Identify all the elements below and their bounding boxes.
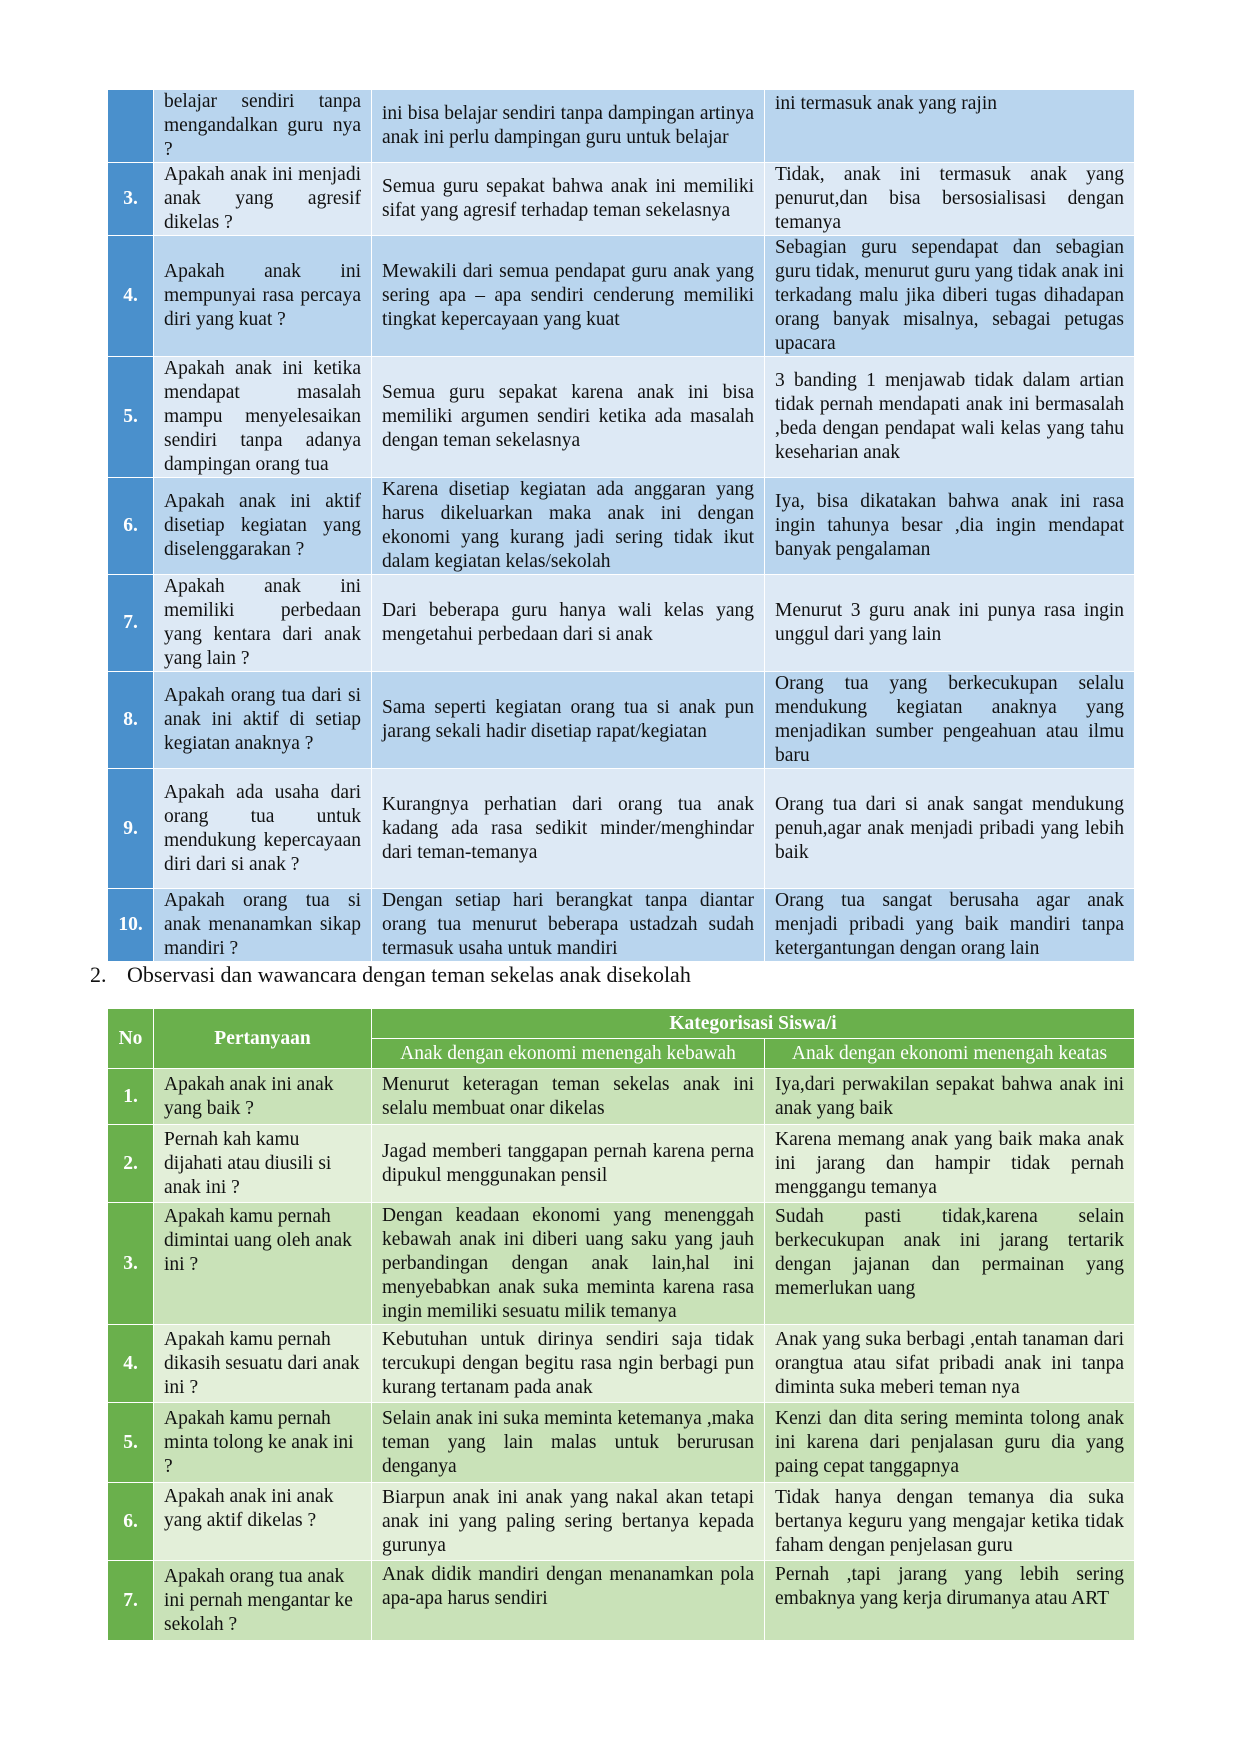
row-number: 10. — [108, 889, 154, 962]
table-row — [108, 769, 1135, 889]
row-number: 5. — [108, 357, 154, 478]
answer-high-cell: 3 banding 1 menjawab tidak dalam artian tidak pernah mendapati anak ini bermasalah ,beda dengan pendapat wali kelas yang tahu keseharian anak — [765, 357, 1135, 478]
question-cell: Pernah kah kamu dijahati atau diusili si anak ini ? — [154, 1125, 372, 1203]
answer-low-cell: Dengan keadaan ekonomi yang menenggah kebawah anak ini diberi uang saku yang jauh perbandingan dengan anak lain,hal ini menyebabkan anak suka meminta karena rasa ingin memiliki sesuatu milik temanya — [372, 1203, 765, 1325]
question-cell: belajar sendiri tanpa mengandalkan guru nya ? — [154, 90, 372, 163]
question-cell: Apakah anak ini mempunyai rasa percaya diri yang kuat ? — [154, 236, 372, 357]
section-heading — [90, 962, 691, 988]
question-cell: Apakah anak ini memiliki perbedaan yang kentara dari anak yang lain ? — [154, 575, 372, 672]
table-row — [108, 1203, 1135, 1325]
answer-high-cell: ini termasuk anak yang rajin — [765, 90, 1135, 163]
table-row — [108, 672, 1135, 769]
question-cell: Apakah kamu pernah dikasih sesuatu dari anak ini ? — [154, 1325, 372, 1403]
row-number: 9. — [108, 769, 154, 889]
header-question: Pertanyaan — [154, 1009, 372, 1069]
question-cell: Apakah anak ini aktif disetiap kegiatan yang diselenggarakan ? — [154, 478, 372, 575]
section-title: Observasi dan wawancara dengan teman sekelas anak disekolah — [127, 962, 691, 987]
answer-high-cell: Iya,dari perwakilan sepakat bahwa anak ini anak yang baik — [765, 1069, 1135, 1125]
row-number: 7. — [108, 575, 154, 672]
answer-low-cell: Dari beberapa guru hanya wali kelas yang mengetahui perbedaan dari si anak — [372, 575, 765, 672]
answer-high-cell: Iya, bisa dikatakan bahwa anak ini rasa ingin tahunya besar ,dia ingin mendapat banyak pengalaman — [765, 478, 1135, 575]
question-cell: Apakah orang tua dari si anak ini aktif di setiap kegiatan anaknya ? — [154, 672, 372, 769]
section-number: 2. — [90, 962, 107, 987]
table-row — [108, 889, 1135, 962]
question-cell: Apakah orang tua anak ini pernah mengantar ke sekolah ? — [154, 1561, 372, 1641]
row-number: 7. — [108, 1561, 154, 1641]
row-number: 2. — [108, 1125, 154, 1203]
answer-low-cell: Selain anak ini suka meminta ketemanya ,maka teman yang lain malas untuk berurusan denganya — [372, 1403, 765, 1483]
question-cell: Apakah anak ini menjadi anak yang agresif dikelas ? — [154, 163, 372, 236]
row-number: 1. — [108, 1069, 154, 1125]
header-low-economy: Anak dengan ekonomi menengah kebawah — [372, 1039, 765, 1069]
answer-low-cell: Semua guru sepakat bahwa anak ini memiliki sifat yang agresif terhadap teman sekelasnya — [372, 163, 765, 236]
table-row — [108, 1325, 1135, 1403]
answer-high-cell: Orang tua dari si anak sangat mendukung penuh,agar anak menjadi pribadi yang lebih baik — [765, 769, 1135, 889]
row-number: 3. — [108, 163, 154, 236]
header-category: Kategorisasi Siswa/i — [372, 1009, 1135, 1039]
row-number: 6. — [108, 1483, 154, 1561]
answer-low-cell: Anak didik mandiri dengan menanamkan pola apa-apa harus sendiri — [372, 1561, 765, 1641]
table-row — [108, 575, 1135, 672]
question-cell: Apakah ada usaha dari orang tua untuk mendukung kepercayaan diri dari si anak ? — [154, 769, 372, 889]
answer-low-cell: Karena disetiap kegiatan ada anggaran yang harus dikeluarkan maka anak ini dengan ekonomi yang kurang jadi sering tidak ikut dalam kegiatan kelas/sekolah — [372, 478, 765, 575]
answer-high-cell: Orang tua sangat berusaha agar anak menjadi pribadi yang baik mandiri tanpa ketergantungan dengan orang lain — [765, 889, 1135, 962]
question-cell: Apakah kamu pernah minta tolong ke anak ini ? — [154, 1403, 372, 1483]
answer-low-cell: Mewakili dari semua pendapat guru anak yang sering apa – apa sendiri cenderung memiliki tingkat kepercayaan yang kuat — [372, 236, 765, 357]
answer-high-cell: Karena memang anak yang baik maka anak ini jarang dan hampir tidak pernah menggangu temanya — [765, 1125, 1135, 1203]
answer-high-cell: Anak yang suka berbagi ,entah tanaman dari orangtua atau sifat pribadi anak ini tanpa diminta suka meberi teman nya — [765, 1325, 1135, 1403]
row-number: 8. — [108, 672, 154, 769]
table-row — [108, 1483, 1135, 1561]
answer-low-cell: Semua guru sepakat karena anak ini bisa memiliki argumen sendiri ketika ada masalah dengan teman sekelasnya — [372, 357, 765, 478]
table-row — [108, 1125, 1135, 1203]
answer-high-cell: Sudah pasti tidak,karena selain berkecukupan anak ini jarang tertarik dengan jajanan dan permainan yang memerlukan uang — [765, 1203, 1135, 1325]
answer-high-cell: Orang tua yang berkecukupan selalu mendukung kegiatan anaknya yang menjadikan sumber pengeahuan atau ilmu baru — [765, 672, 1135, 769]
header-high-economy: Anak dengan ekonomi menengah keatas — [765, 1039, 1135, 1069]
table-row — [108, 163, 1135, 236]
answer-high-cell: Pernah ,tapi jarang yang lebih sering embaknya yang kerja dirumanya atau ART — [765, 1561, 1135, 1641]
answer-low-cell: Jagad memberi tanggapan pernah karena perna dipukul menggunakan pensil — [372, 1125, 765, 1203]
table-row — [108, 1069, 1135, 1125]
table-row — [108, 357, 1135, 478]
answer-low-cell: Sama seperti kegiatan orang tua si anak pun jarang sekali hadir disetiap rapat/kegiatan — [372, 672, 765, 769]
table-row — [108, 90, 1135, 163]
question-cell: Apakah anak ini ketika mendapat masalah mampu menyelesaikan sendiri tanpa adanya dampingan orang tua — [154, 357, 372, 478]
question-cell: Apakah anak ini anak yang baik ? — [154, 1069, 372, 1125]
answer-low-cell: Menurut keteragan teman sekelas anak ini selalu membuat onar dikelas — [372, 1069, 765, 1125]
row-number: 3. — [108, 1203, 154, 1325]
table-row — [108, 478, 1135, 575]
table-row — [108, 1561, 1135, 1641]
row-number: 4. — [108, 236, 154, 357]
answer-low-cell: Dengan setiap hari berangkat tanpa diantar orang tua menurut beberapa ustadzah sudah termasuk usaha untuk mandiri — [372, 889, 765, 962]
teacher-interview-table — [107, 89, 1135, 962]
answer-high-cell: Sebagian guru sependapat dan sebagian guru tidak, menurut guru yang tidak anak ini terkadang malu jika diberi tugas dihadapan orang banyak misalnya, sebagai petugas upacara — [765, 236, 1135, 357]
answer-high-cell: Tidak hanya dengan temanya dia suka bertanya keguru yang mengajar ketika tidak faham dengan penjelasan guru — [765, 1483, 1135, 1561]
table-row — [108, 236, 1135, 357]
answer-high-cell: Menurut 3 guru anak ini punya rasa ingin unggul dari yang lain — [765, 575, 1135, 672]
question-cell: Apakah kamu pernah dimintai uang oleh anak ini ? — [154, 1203, 372, 1325]
answer-high-cell: Tidak, anak ini termasuk anak yang penurut,dan bisa bersosialisasi dengan temanya — [765, 163, 1135, 236]
question-cell: Apakah anak ini anak yang aktif dikelas ? — [154, 1483, 372, 1561]
classmate-interview-table — [107, 1008, 1135, 1641]
row-number: 6. — [108, 478, 154, 575]
answer-low-cell: Kebutuhan untuk dirinya sendiri saja tidak tercukupi dengan begitu rasa ngin berbagi pun kurang tertanam pada anak — [372, 1325, 765, 1403]
answer-high-cell: Kenzi dan dita sering meminta tolong anak ini karena dari penjalasan guru dia yang paing cepat tanggapnya — [765, 1403, 1135, 1483]
row-number — [108, 90, 154, 163]
answer-low-cell: Biarpun anak ini anak yang nakal akan tetapi anak ini yang paling sering bertanya kepada gurunya — [372, 1483, 765, 1561]
question-cell: Apakah orang tua si anak menanamkan sikap mandiri ? — [154, 889, 372, 962]
answer-low-cell: ini bisa belajar sendiri tanpa dampingan artinya anak ini perlu dampingan guru untuk belajar — [372, 90, 765, 163]
row-number: 4. — [108, 1325, 154, 1403]
row-number: 5. — [108, 1403, 154, 1483]
header-no: No — [108, 1009, 154, 1069]
answer-low-cell: Kurangnya perhatian dari orang tua anak kadang ada rasa sedikit minder/menghindar dari teman-temanya — [372, 769, 765, 889]
table-row — [108, 1403, 1135, 1483]
